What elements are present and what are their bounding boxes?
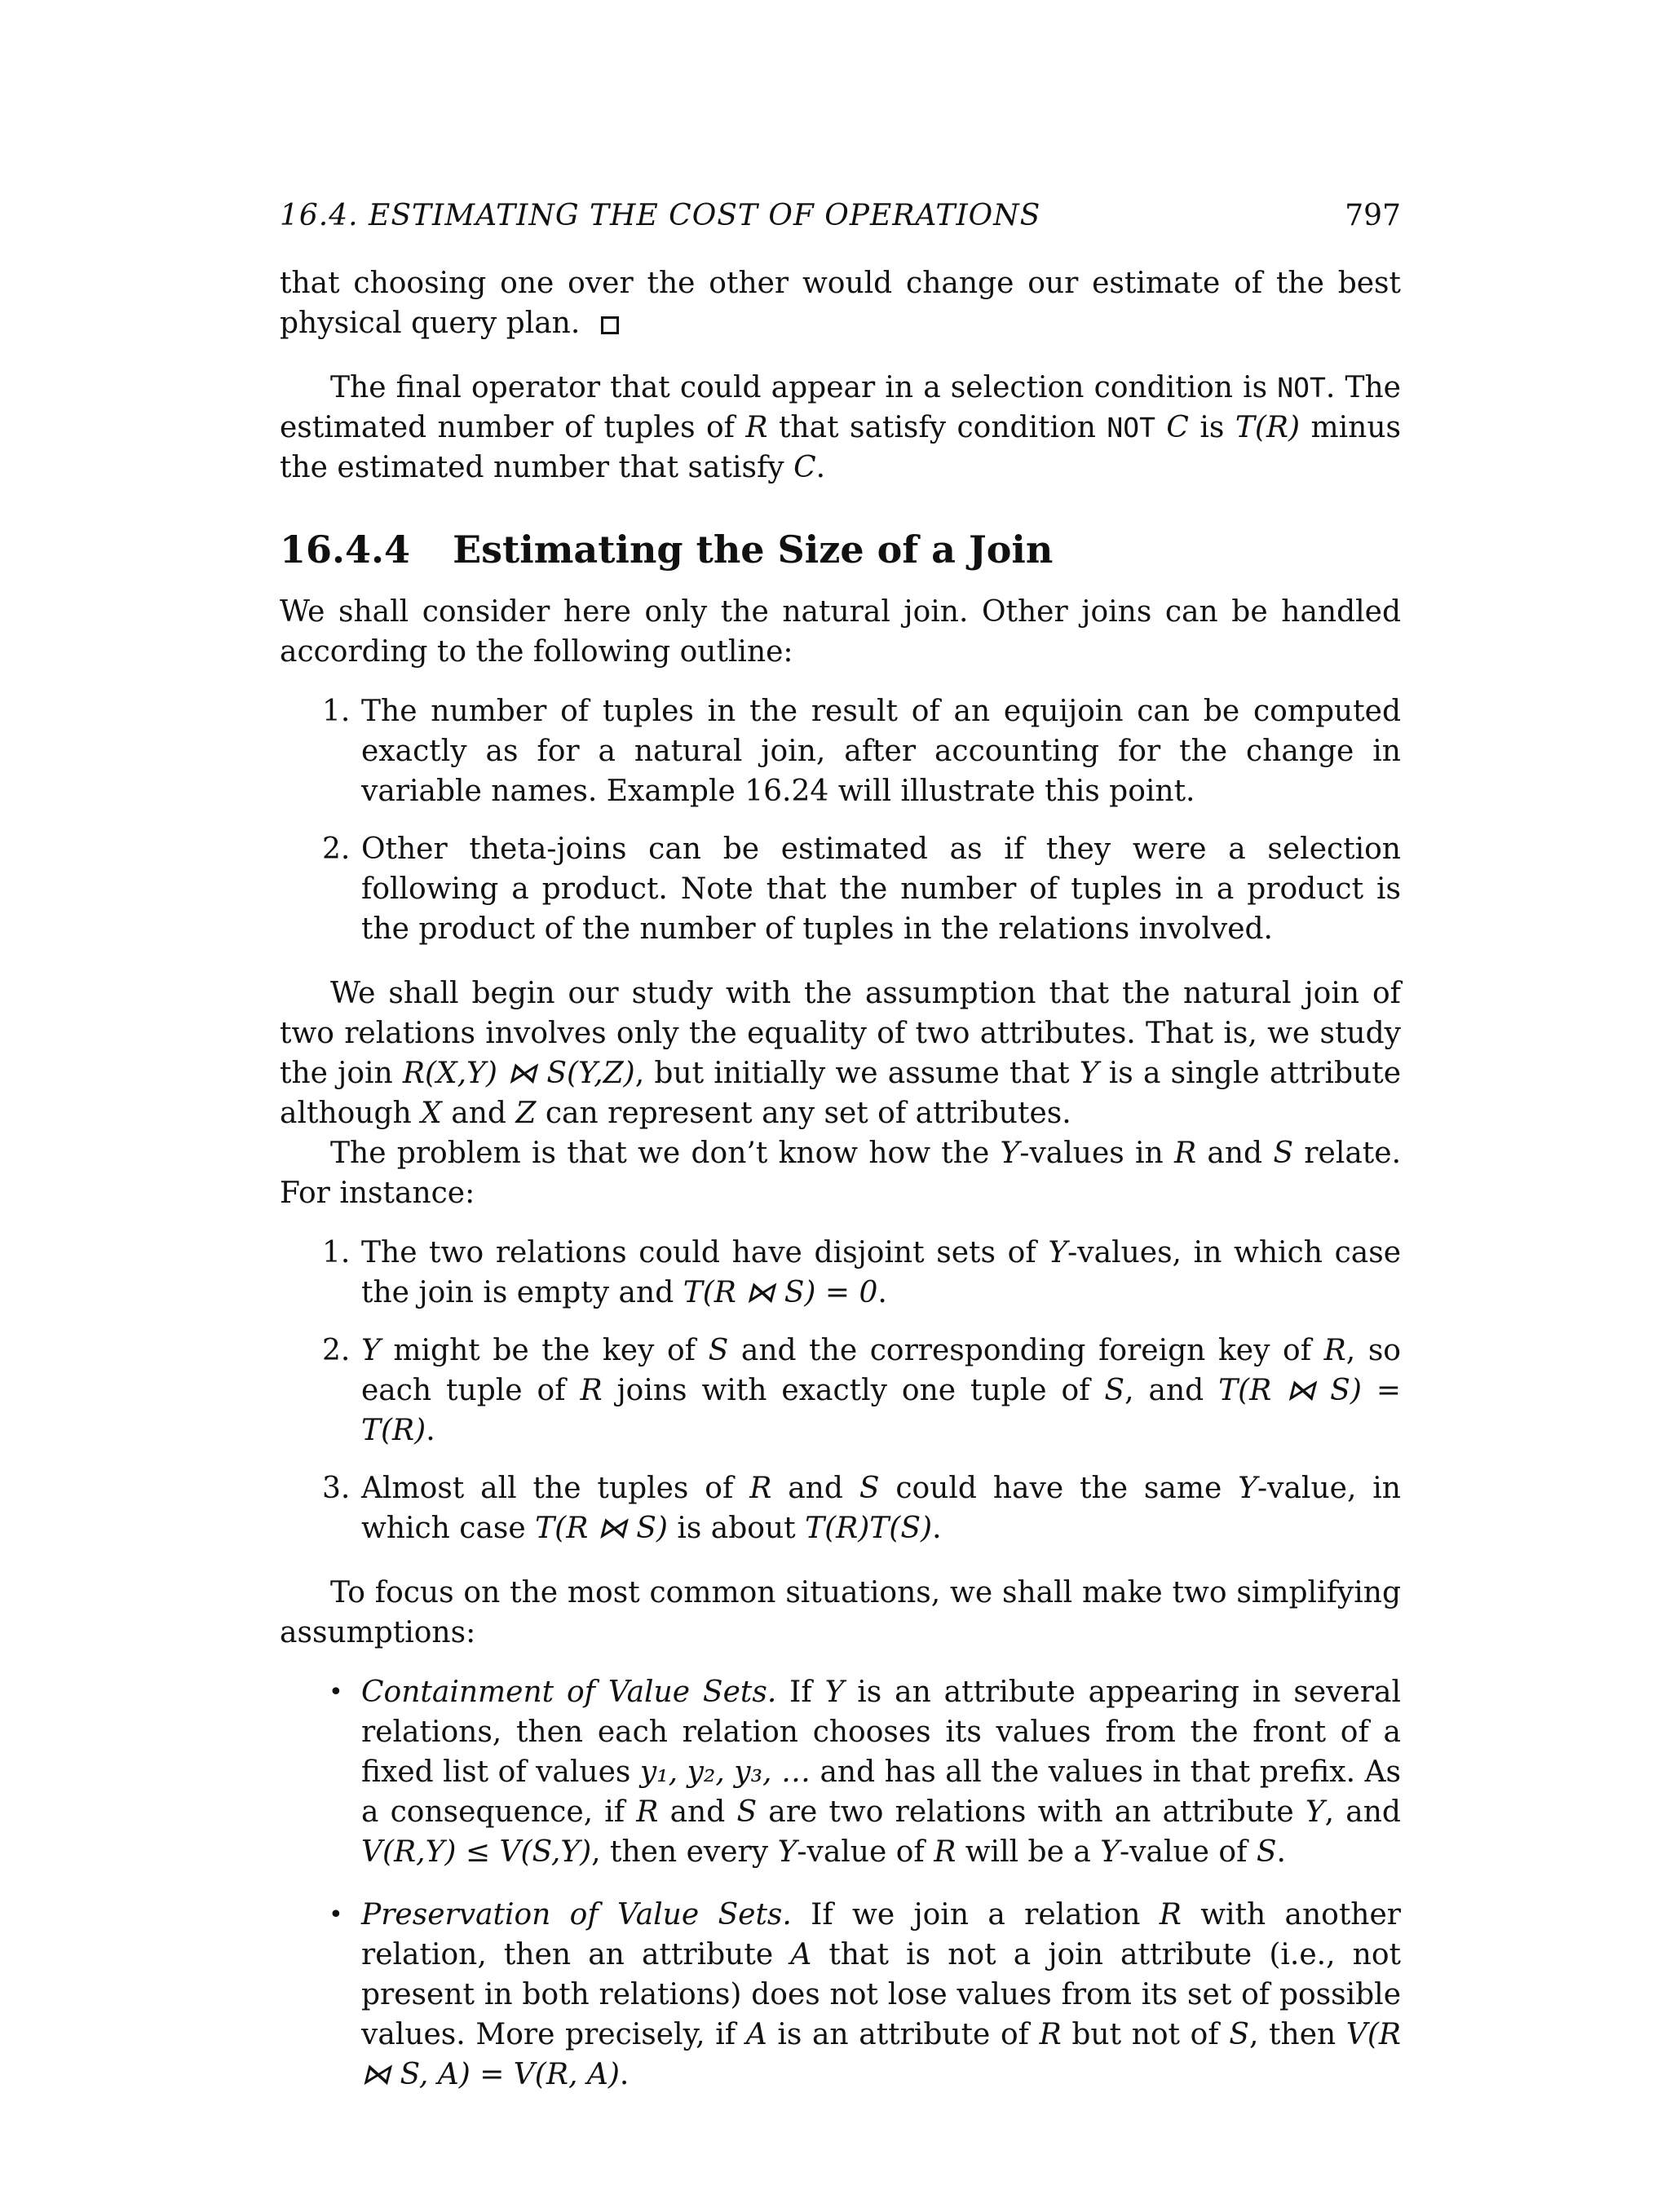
math-expr: T(R ⋈ S) = T(R) [361,1374,1401,1447]
text-run: minus the estimated number that satisfy [280,411,1401,484]
math-var: R [1174,1137,1197,1170]
paragraph-intro: We shall consider here only the natural join. Other joins can be handled according to the following outline: [280,595,1401,669]
list-marker: 1. [322,695,351,728]
text-run: is an attribute of [767,2018,1040,2051]
text-run: joins with exactly one tuple of [602,1374,1105,1407]
text-run: is [1188,411,1235,444]
text-run: -value, in which case [361,1472,1401,1545]
text-run: -value of [797,1835,934,1869]
list-marker: 2. [322,832,351,866]
text-run: and has all the values in that prefix. As a consequence, if [361,1755,1402,1829]
math-expr: V(R,Y) ≤ V(S,Y) [361,1835,592,1869]
math-var: S [736,1795,758,1829]
math-var: R [636,1795,659,1829]
math-var: R [749,1472,772,1505]
text-run: The final operator that could appear in a selection condition is [330,371,1278,404]
list-marker: 3. [322,1472,351,1505]
keyword-not: NOT [1107,412,1155,444]
math-var: S [1273,1137,1294,1170]
math-var: R [745,411,768,444]
math-var: X [421,1097,442,1130]
math-var: Y [1000,1137,1020,1170]
paragraph-problem [280,1133,1401,1213]
math-var: S [708,1334,729,1367]
text-run: is an attribute appearing in several relations, then each relation chooses its values from the front of a fixed list of values [361,1676,1402,1789]
math-var: S [859,1472,880,1505]
math-var: S [1256,1835,1277,1869]
text-run: that satisfy condition [767,411,1107,444]
text-run: . [426,1414,435,1447]
assumption-name: Containment of Value Sets. [361,1676,777,1709]
text-run: The two relations could have disjoint sets of [361,1236,1049,1269]
paragraph-text: that choosing one over the other would change our estimate of the best physical query plan. [280,267,1401,340]
math-var: Y [1079,1057,1099,1090]
list-item [280,829,1401,949]
text-run: . [815,451,826,484]
bullet-icon: • [329,1901,343,1929]
text-run: -value of [1120,1835,1257,1869]
math-var: C [793,451,816,484]
math-var: R [1039,2018,1062,2051]
text-run: are two relations with an attribute [757,1795,1306,1829]
text-run: Almost all the tuples of [361,1472,750,1505]
math-var: R [1323,1334,1346,1367]
text-run: and the corresponding foreign key of [728,1334,1324,1367]
math-var: S [1229,2018,1249,2051]
paragraph-not-operator [280,368,1401,488]
text-run: relate. For instance: [280,1137,1402,1210]
page-number: 797 [1345,199,1401,232]
text-run: The problem is that we don’t know how the [330,1137,1001,1170]
math-var: R [1159,1898,1182,1932]
math-var: Y [777,1835,797,1869]
math-var: Y [824,1676,845,1709]
list-item [280,1331,1401,1450]
text-run: . [932,1512,942,1545]
paragraph-join-assumption [280,974,1401,1133]
list-item-text: Other theta-joins can be estimated as if they were a selection following a product. Note that the number of tuples in a product is the product of the number of tuples in the relations involved. [361,832,1401,946]
math-var: Y [1100,1835,1120,1869]
math-expr: T(R ⋈ S) [535,1512,668,1545]
text-run: -values in [1019,1137,1174,1170]
running-header [280,196,1401,236]
math-var: Y [1238,1472,1257,1505]
text-run: will be a [956,1835,1101,1869]
end-of-example-square-icon [601,316,619,334]
text-run: , and [1324,1795,1401,1829]
math-expr: T(R) [1235,411,1301,444]
text-run: If we join a relation [791,1898,1160,1932]
text-run: . [619,2058,630,2091]
text-run: could have the same [879,1472,1239,1505]
list-item-text: The number of tuples in the result of an equijoin can be computed exactly as for a natural join, after accounting for the change in variable names. Example 16.24 will illustrate this point. [361,695,1401,808]
math-expr: R(X,Y) ⋈ S(Y,Z) [402,1057,635,1090]
math-var: Y [1305,1795,1325,1829]
assumptions-list [280,1672,1401,2095]
list-item [280,691,1401,811]
math-expr: y₁, y₂, y₃, … [639,1755,811,1789]
paragraph-continuation [280,263,1401,343]
list-marker: 2. [322,1334,351,1367]
bullet-icon: • [329,1678,343,1706]
text-run: , then every [591,1835,778,1869]
math-expr: V(R ⋈ S, A) = V(R, A) [361,2018,1401,2091]
math-var: A [790,1938,812,1971]
math-var: R [580,1374,603,1407]
list-item [280,1672,1401,1872]
text-run: is about [667,1512,806,1545]
text-run: that is not a join attribute (i.e., not present in both relations) does not lose values from its set of possible values. More precisely, if [361,1938,1401,2051]
list-item [280,1468,1401,1548]
list-marker: 1. [322,1236,351,1269]
text-run: If [776,1676,825,1709]
text-run: with another relation, then an attribute [361,1898,1401,1971]
math-var: C [1166,411,1189,444]
text-run: can represent any set of attributes. [536,1097,1071,1130]
text-run: but not of [1061,2018,1230,2051]
text-run: , but initially we assume that [634,1057,1080,1090]
text-run: , so each tuple of [361,1334,1401,1407]
text-run: . [877,1276,887,1309]
running-header-title: 16.4. ESTIMATING THE COST OF OPERATIONS [280,199,1041,232]
math-var: R [934,1835,956,1869]
section-title: Estimating the Size of a Join [453,528,1054,572]
section-number: 16.4.4 [280,528,411,572]
text-run: , and [1124,1374,1219,1407]
cases-list [280,1233,1401,1548]
section-heading [280,525,1401,574]
list-item [280,1233,1401,1313]
paragraph-simplifying: To focus on the most common situations, we shall make two simplifying assumptions: [280,1576,1401,1649]
text-run: , then [1248,2018,1346,2051]
math-var: A [745,2018,767,2051]
text-run: might be the key of [380,1334,709,1367]
math-var: Y [1048,1236,1068,1269]
text-run [1155,411,1166,444]
text-run: . The estimated number of tuples of [280,371,1401,444]
math-expr: T(R)T(S) [805,1512,933,1545]
math-var: Z [515,1097,537,1130]
list-item [280,1895,1401,2095]
math-var: S [1104,1374,1125,1407]
text-run: and [771,1472,859,1505]
text-run: . [1276,1835,1286,1869]
text-run: and [1196,1137,1274,1170]
assumption-name: Preservation of Value Sets. [361,1898,792,1932]
math-expr: T(R ⋈ S) = 0 [683,1276,878,1309]
outline-list [280,691,1401,949]
page [280,196,1401,2119]
keyword-not: NOT [1277,372,1326,404]
text-run: We shall begin our study with the assumption that the natural join of two relations involves only the equality of two attributes. That is, we study the join [280,977,1401,1090]
text-run: -values, in which case the join is empty and [361,1236,1402,1309]
text-run: and [441,1097,516,1130]
text-run: is a single attribute although [280,1057,1401,1130]
text-run: and [658,1795,737,1829]
math-var: Y [361,1334,381,1367]
